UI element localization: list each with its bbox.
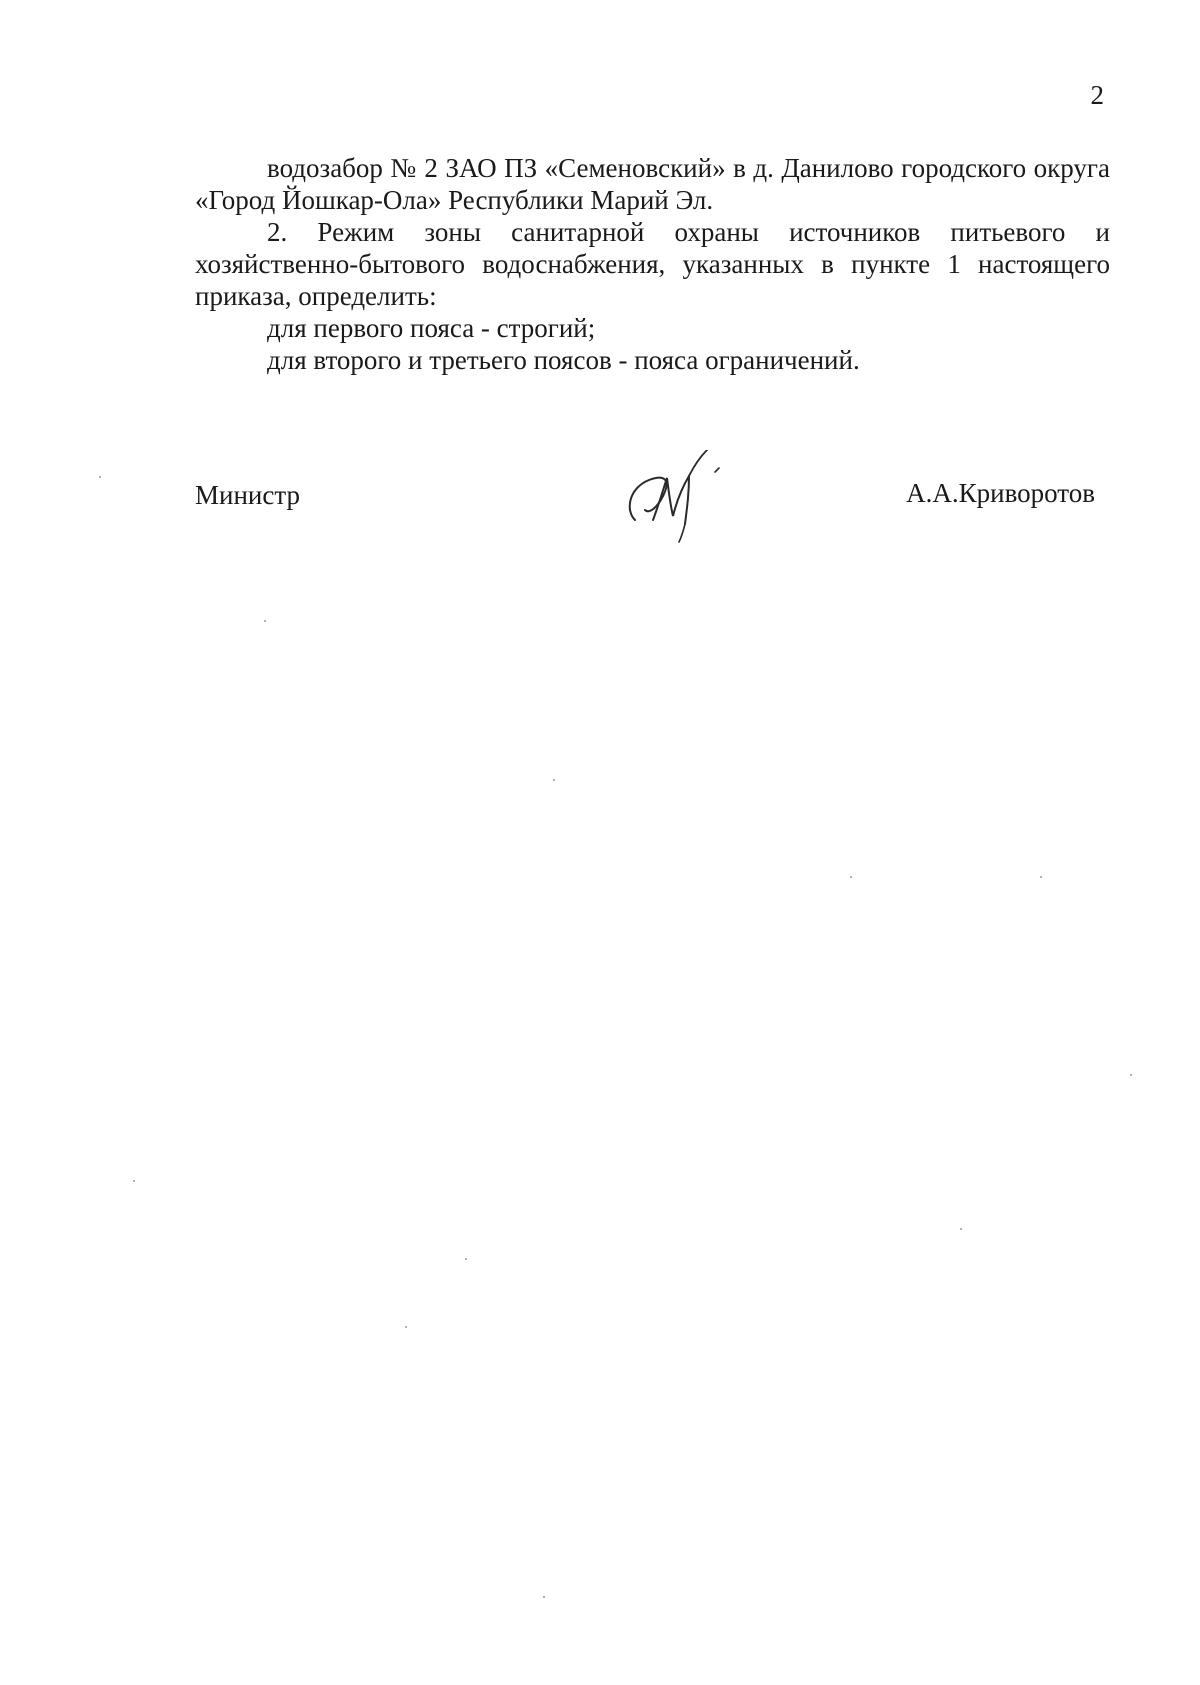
scan-speck — [465, 1258, 467, 1260]
handwritten-signature-icon — [615, 450, 735, 550]
scan-speck — [1040, 876, 1042, 878]
scan-speck — [543, 1596, 545, 1598]
scan-speck — [1130, 1074, 1132, 1076]
paragraph-water-intake: водозабор № 2 ЗАО ПЗ «Семеновский» в д. Данилово городского округа «Город Йошкар-Ола» Республики Марий Эл. — [195, 153, 1110, 215]
page-number: 2 — [1090, 80, 1104, 110]
scan-speck — [133, 1180, 135, 1182]
scan-speck — [264, 620, 266, 622]
paragraph-first-belt: для первого пояса - строгий; — [267, 313, 596, 343]
scan-speck — [553, 779, 555, 781]
paragraph-sanitary-zone: 2. Режим зоны санитарной охраны источников питьевого и хозяйственно-бытового водоснабжения, указанных в пункте 1 настоящего приказа, определить: — [195, 217, 1110, 311]
scan-speck — [960, 1228, 962, 1230]
scan-speck — [850, 876, 852, 878]
signature-block — [195, 462, 1095, 542]
signer-position: Министр — [195, 480, 300, 510]
paragraph-second-third-belts: для второго и третьего поясов - пояса ограничений. — [267, 345, 860, 375]
document-body — [195, 152, 1110, 376]
scan-speck — [99, 476, 101, 478]
signer-name: А.А.Криворотов — [906, 478, 1095, 508]
scan-speck — [405, 1326, 407, 1328]
